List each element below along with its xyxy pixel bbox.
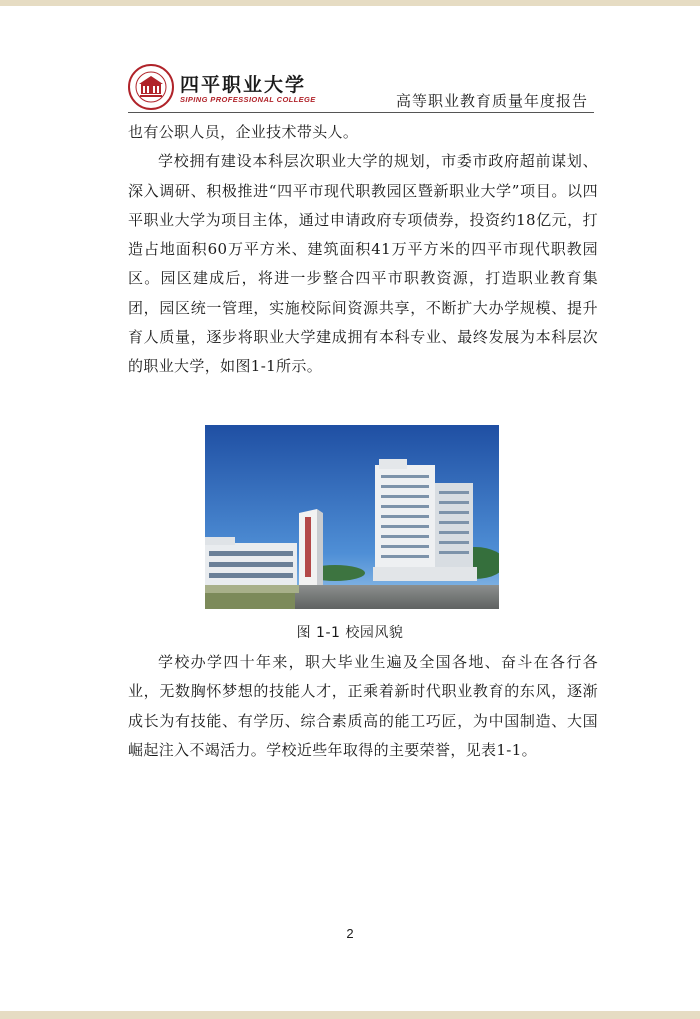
paragraph-campus-plan: 学校拥有建设本科层次职业大学的规划，市委市政府超前谋划、深入调研、积极推进“四平市现代职教园区暨新职业大学”项目。以四平职业大学为项目主体，通过申请政府专项债券，投资约18亿元，打造占地面积60万平方米、建筑面积41万平方米的四平市现代职教园区。园区建成后，将进一步整合四平市职教资源，打造职业教育集团，园区统一管理，实施校际间资源共享，不断扩大办学规模、提升育人质量，逐步将职业大学建成拥有本科专业、最终发展为本科层次的职业大学，如图1-1所示。 [128, 152, 598, 376]
paragraph-continuation: 也有公职人员，企业技术带头人。 [128, 123, 359, 141]
figure-caption: 图 1-1 校园风貌 [296, 625, 404, 641]
report-title: 高等职业教育质量年度报告 [395, 92, 588, 110]
page-top-edge [0, 0, 700, 6]
text-block-bottom [128, 648, 598, 765]
college-name-en: SIPING PROFESSIONAL COLLEGE [180, 95, 316, 104]
header-divider [128, 112, 594, 113]
page-header [128, 64, 594, 110]
college-name-cn: 四平职业大学 [180, 74, 307, 96]
paragraph-achievements: 学校办学四十年来，职大毕业生遍及全国各地、奋斗在各行各业，无数胸怀梦想的技能人才，正乘着新时代职业教育的东风，逐渐成长为有技能、有学历、综合素质高的能工巧匠，为中国制造、大国崛起注入不竭活力。学校近些年取得的主要荣誉，见表1-1。 [128, 653, 598, 759]
campus-photo [205, 425, 499, 609]
page-bottom-edge [0, 1011, 700, 1019]
college-seal-logo [128, 64, 174, 110]
text-block-top [128, 118, 598, 382]
page-number: 2 [346, 926, 354, 941]
